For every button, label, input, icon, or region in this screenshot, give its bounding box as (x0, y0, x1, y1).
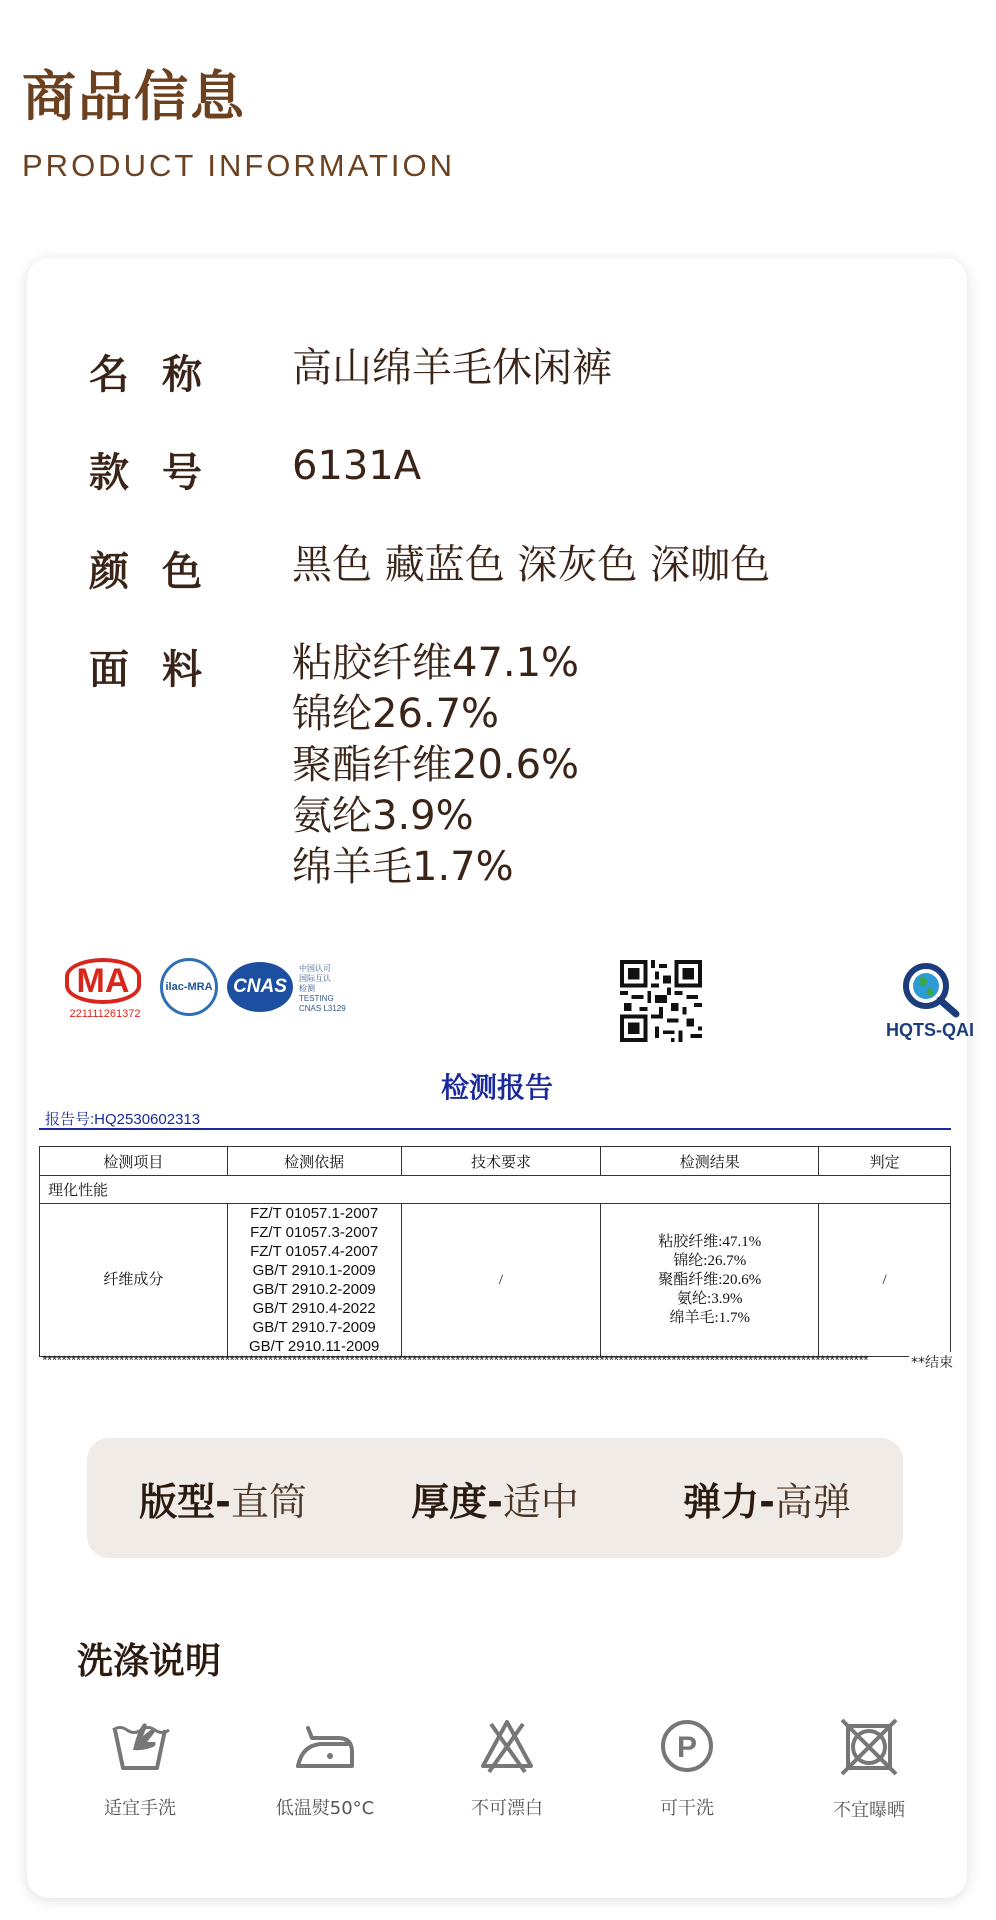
result-line: 锦纶:26.7% (673, 1252, 747, 1269)
property-value: 直筒 (230, 1479, 307, 1524)
table-header-cell: 检测项目 (40, 1147, 228, 1176)
svg-text:P: P (676, 1731, 698, 1764)
info-key: 料 (162, 647, 202, 693)
property-thickness (411, 1471, 579, 1526)
cnas-caption-line: 国际互认 (299, 974, 331, 983)
table-row (40, 1204, 951, 1357)
property-elasticity (683, 1471, 851, 1526)
standard-line: GB/T 2910.1-2009 (252, 1262, 376, 1279)
standard-line: FZ/T 01057.1-2007 (250, 1205, 379, 1222)
cnas-caption (299, 964, 346, 1014)
table-section-cell: 理化性能 (40, 1176, 951, 1204)
report-end-stars: **************************************************************************************************************************************************************************** (41, 1354, 867, 1369)
care-item-no-bleach (427, 1716, 587, 1820)
report-divider (39, 1128, 951, 1130)
standard-line: GB/T 2910.4-2022 (252, 1300, 376, 1317)
property-key: 厚度- (411, 1479, 503, 1524)
result-line: 聚酯纤维:20.6% (658, 1271, 762, 1288)
table-cell-verdict: / (819, 1204, 951, 1357)
property-key: 弹力- (683, 1479, 775, 1524)
property-value: 高弹 (774, 1479, 851, 1524)
page-subtitle: PRODUCT INFORMATION (22, 148, 456, 183)
table-cell-requirement: / (401, 1204, 601, 1357)
standard-line: GB/T 2910.11-2009 (249, 1338, 380, 1355)
fabric-line: 氨纶3.9% (292, 793, 474, 839)
result-line: 氨纶:3.9% (677, 1290, 743, 1307)
care-item-low-iron (245, 1716, 405, 1820)
qr-code-icon[interactable] (620, 958, 702, 1044)
report-title: 检测报告 (440, 1071, 553, 1104)
table-header-cell: 检测依据 (227, 1147, 401, 1176)
info-key: 颜 (89, 549, 129, 595)
cnas-caption-line: CNAS L3129 (299, 1004, 346, 1013)
certification-logos (65, 958, 974, 1058)
report-end-mark: **结束 (909, 1352, 953, 1372)
info-row-name (87, 343, 612, 400)
table-section-row (40, 1176, 951, 1204)
iron-low-icon (290, 1716, 360, 1776)
cnas-caption-line: 中国认可 (299, 964, 331, 973)
care-label: 适宜手洗 (104, 1798, 176, 1819)
ilac-mra-logo: ilac-MRA (160, 958, 218, 1016)
cma-mark: MA (65, 958, 141, 1004)
result-line: 绵羊毛:1.7% (669, 1309, 750, 1326)
standard-line: GB/T 2910.2-2009 (252, 1281, 376, 1298)
cma-logo (65, 958, 145, 1020)
cnas-caption-line: 检测 (299, 984, 315, 993)
info-key: 色 (162, 549, 202, 595)
cma-number: 221111261372 (69, 1008, 141, 1020)
care-label: 不宜曝晒 (833, 1800, 905, 1821)
standard-line: FZ/T 01057.3-2007 (250, 1224, 379, 1241)
cnas-caption-line: TESTING (299, 994, 334, 1003)
fabric-line: 绵羊毛1.7% (292, 844, 514, 890)
care-item-no-sun-dry (789, 1716, 949, 1822)
fabric-line: 聚酯纤维20.6% (292, 742, 580, 788)
info-key: 号 (162, 450, 202, 496)
care-label: 低温熨50°C (275, 1798, 375, 1819)
property-fit (139, 1471, 307, 1526)
table-header-cell: 检测结果 (601, 1147, 819, 1176)
wash-instructions-title: 洗涤说明 (77, 1641, 222, 1682)
property-key: 版型- (139, 1479, 231, 1524)
fit-properties-panel (87, 1438, 903, 1558)
magnifier-globe-icon (892, 960, 968, 1018)
no-bleach-icon (477, 1716, 537, 1776)
care-label: 不可漂白 (471, 1798, 543, 1819)
cnas-logo: CNAS (227, 962, 293, 1012)
hand-wash-icon (109, 1716, 171, 1776)
table-header-row (40, 1147, 951, 1176)
property-value: 适中 (502, 1479, 579, 1524)
table-cell-item: 纤维成分 (40, 1204, 228, 1357)
table-header-cell: 判定 (819, 1147, 951, 1176)
report-number: 报告号:HQ2530602313 (45, 1111, 201, 1128)
info-key: 名 (89, 352, 129, 398)
info-row-color (87, 540, 770, 597)
page-title: 商品信息 (22, 65, 246, 128)
info-row-fabric (87, 638, 579, 893)
dry-clean-icon (657, 1716, 717, 1776)
table-cell-standards (227, 1204, 401, 1357)
standard-line: FZ/T 01057.4-2007 (250, 1243, 379, 1260)
info-value: 高山绵羊毛休闲裤 (292, 345, 612, 391)
info-key: 款 (89, 450, 129, 496)
care-label: 可干洗 (660, 1798, 714, 1819)
result-line: 粘胶纤维:47.1% (658, 1233, 762, 1250)
care-item-hand-wash (60, 1716, 220, 1820)
info-value: 黑色 藏蓝色 深灰色 深咖色 (292, 542, 771, 588)
info-key: 面 (89, 647, 129, 693)
fabric-line: 粘胶纤维47.1% (292, 640, 580, 686)
care-item-dry-clean (607, 1716, 767, 1820)
standard-line: GB/T 2910.7-2009 (252, 1319, 376, 1336)
product-info-card (27, 258, 974, 1898)
fabric-line: 锦纶26.7% (292, 691, 500, 737)
test-report-table (39, 1146, 951, 1357)
fabric-list (292, 638, 579, 893)
info-row-style (87, 441, 421, 498)
no-sun-dry-icon (838, 1716, 900, 1778)
hqts-logo (875, 960, 985, 1041)
table-cell-results (601, 1204, 819, 1357)
info-value: 6131A (292, 443, 422, 489)
info-key: 称 (162, 352, 202, 398)
hqts-text: HQTS-QAI (886, 1020, 974, 1040)
table-header-cell: 技术要求 (401, 1147, 601, 1176)
